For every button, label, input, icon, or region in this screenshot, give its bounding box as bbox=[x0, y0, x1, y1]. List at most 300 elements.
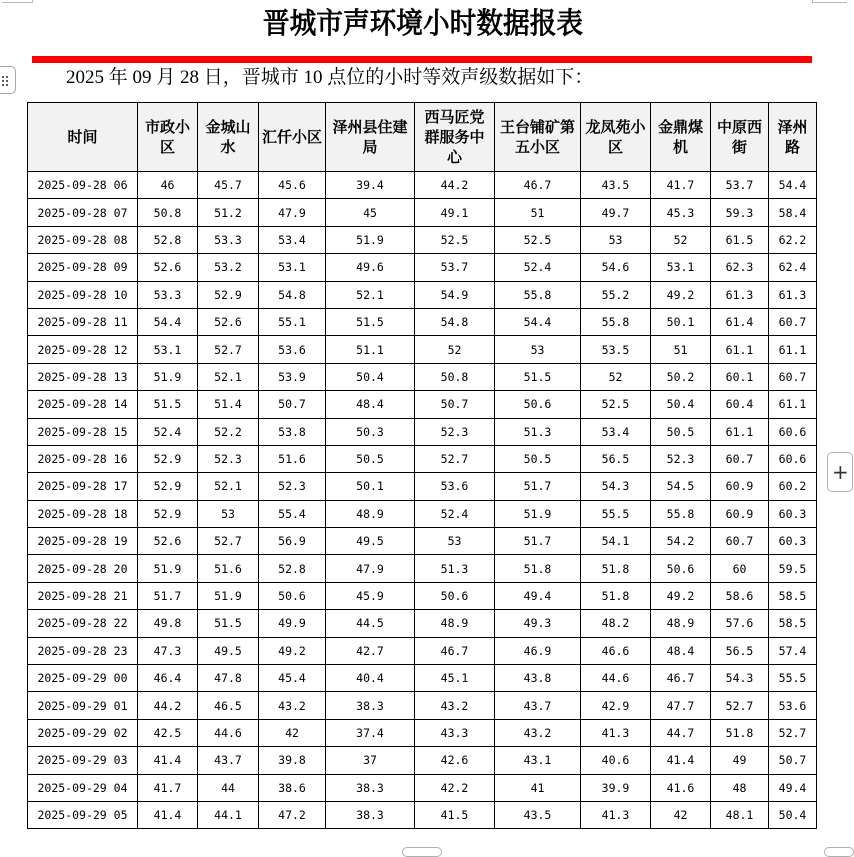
time-cell: 2025-09-28 12 bbox=[28, 336, 138, 363]
value-cell: 55.5 bbox=[769, 665, 817, 692]
value-cell: 41.3 bbox=[581, 719, 651, 746]
value-cell: 52.1 bbox=[326, 281, 415, 308]
value-cell: 54.8 bbox=[259, 281, 326, 308]
value-cell: 44.1 bbox=[198, 801, 259, 828]
time-cell: 2025-09-28 07 bbox=[28, 199, 138, 226]
table-row bbox=[28, 665, 817, 692]
value-cell: 61.3 bbox=[769, 281, 817, 308]
value-cell: 59.5 bbox=[769, 555, 817, 582]
value-cell: 39.4 bbox=[326, 172, 415, 199]
value-cell: 43.2 bbox=[259, 692, 326, 719]
block-drag-handle[interactable] bbox=[0, 66, 16, 94]
value-cell: 52.1 bbox=[198, 473, 259, 500]
value-cell: 57.4 bbox=[769, 637, 817, 664]
red-divider-rule bbox=[32, 56, 812, 63]
value-cell: 50.6 bbox=[651, 555, 711, 582]
value-cell: 52.1 bbox=[198, 363, 259, 390]
value-cell: 44.2 bbox=[138, 692, 198, 719]
value-cell: 41.6 bbox=[651, 774, 711, 801]
value-cell: 58.4 bbox=[769, 199, 817, 226]
value-cell: 52.8 bbox=[138, 226, 198, 253]
value-cell: 53.1 bbox=[651, 254, 711, 281]
value-cell: 61.1 bbox=[711, 336, 769, 363]
value-cell: 54.3 bbox=[711, 665, 769, 692]
table-row bbox=[28, 226, 817, 253]
value-cell: 60.4 bbox=[711, 391, 769, 418]
value-cell: 48.9 bbox=[415, 610, 495, 637]
value-cell: 55.8 bbox=[581, 308, 651, 335]
value-cell: 51.7 bbox=[138, 582, 198, 609]
value-cell: 54.4 bbox=[769, 172, 817, 199]
value-cell: 55.8 bbox=[651, 500, 711, 527]
value-cell: 42.6 bbox=[415, 747, 495, 774]
value-cell: 50.4 bbox=[769, 801, 817, 828]
value-cell: 42 bbox=[259, 719, 326, 746]
table-row bbox=[28, 528, 817, 555]
crop-mark-top-left bbox=[2, 0, 33, 3]
time-cell: 2025-09-29 03 bbox=[28, 747, 138, 774]
value-cell: 60.9 bbox=[711, 473, 769, 500]
value-cell: 54.3 bbox=[581, 473, 651, 500]
time-cell: 2025-09-28 09 bbox=[28, 254, 138, 281]
value-cell: 53.7 bbox=[415, 254, 495, 281]
value-cell: 52.7 bbox=[769, 719, 817, 746]
value-cell: 51.3 bbox=[495, 418, 581, 445]
value-cell: 52.7 bbox=[198, 336, 259, 363]
value-cell: 53.8 bbox=[259, 418, 326, 445]
value-cell: 56.9 bbox=[259, 528, 326, 555]
value-cell: 52 bbox=[651, 226, 711, 253]
value-cell: 37 bbox=[326, 747, 415, 774]
value-cell: 51.5 bbox=[326, 308, 415, 335]
value-cell: 52.9 bbox=[138, 445, 198, 472]
value-cell: 61.1 bbox=[769, 391, 817, 418]
value-cell: 43.2 bbox=[495, 719, 581, 746]
value-cell: 53.9 bbox=[259, 363, 326, 390]
table-row bbox=[28, 308, 817, 335]
value-cell: 54.5 bbox=[651, 473, 711, 500]
value-cell: 45 bbox=[326, 199, 415, 226]
value-cell: 48.9 bbox=[651, 610, 711, 637]
value-cell: 54.8 bbox=[415, 308, 495, 335]
column-header-site: 市政小区 bbox=[138, 103, 198, 172]
table-header-row bbox=[28, 103, 817, 172]
value-cell: 38.3 bbox=[326, 692, 415, 719]
value-cell: 49.8 bbox=[138, 610, 198, 637]
time-cell: 2025-09-28 19 bbox=[28, 528, 138, 555]
value-cell: 47.8 bbox=[198, 665, 259, 692]
value-cell: 51 bbox=[495, 199, 581, 226]
column-header-site: 汇仟小区 bbox=[259, 103, 326, 172]
value-cell: 51.8 bbox=[581, 555, 651, 582]
value-cell: 52.6 bbox=[138, 254, 198, 281]
document-title: 晋城市声环境小时数据报表 bbox=[262, 6, 584, 40]
value-cell: 49.4 bbox=[769, 774, 817, 801]
value-cell: 41.4 bbox=[138, 747, 198, 774]
value-cell: 56.5 bbox=[711, 637, 769, 664]
add-row-handle[interactable] bbox=[402, 847, 442, 857]
value-cell: 53 bbox=[198, 500, 259, 527]
value-cell: 53.4 bbox=[581, 418, 651, 445]
value-cell: 55.5 bbox=[581, 500, 651, 527]
value-cell: 49.5 bbox=[326, 528, 415, 555]
value-cell: 54.4 bbox=[138, 308, 198, 335]
value-cell: 62.4 bbox=[769, 254, 817, 281]
value-cell: 51.3 bbox=[415, 555, 495, 582]
value-cell: 47.9 bbox=[259, 199, 326, 226]
value-cell: 48.1 bbox=[711, 801, 769, 828]
value-cell: 51.5 bbox=[495, 363, 581, 390]
value-cell: 52.4 bbox=[415, 500, 495, 527]
value-cell: 43.5 bbox=[581, 172, 651, 199]
table-row bbox=[28, 418, 817, 445]
value-cell: 52.7 bbox=[198, 528, 259, 555]
value-cell: 52.9 bbox=[138, 500, 198, 527]
value-cell: 43.7 bbox=[198, 747, 259, 774]
value-cell: 55.8 bbox=[495, 281, 581, 308]
value-cell: 46.9 bbox=[495, 637, 581, 664]
value-cell: 53.7 bbox=[711, 172, 769, 199]
value-cell: 45.6 bbox=[259, 172, 326, 199]
value-cell: 54.4 bbox=[495, 308, 581, 335]
value-cell: 52.7 bbox=[711, 692, 769, 719]
table-row bbox=[28, 473, 817, 500]
value-cell: 60.1 bbox=[711, 363, 769, 390]
value-cell: 51.7 bbox=[495, 528, 581, 555]
table-row bbox=[28, 692, 817, 719]
value-cell: 57.6 bbox=[711, 610, 769, 637]
value-cell: 42.2 bbox=[415, 774, 495, 801]
value-cell: 41.7 bbox=[138, 774, 198, 801]
column-header-site: 泽州县住建局 bbox=[326, 103, 415, 172]
value-cell: 38.3 bbox=[326, 774, 415, 801]
value-cell: 59.3 bbox=[711, 199, 769, 226]
value-cell: 43.7 bbox=[495, 692, 581, 719]
table-row bbox=[28, 637, 817, 664]
value-cell: 51.5 bbox=[198, 610, 259, 637]
value-cell: 43.1 bbox=[495, 747, 581, 774]
time-cell: 2025-09-28 16 bbox=[28, 445, 138, 472]
value-cell: 53 bbox=[415, 528, 495, 555]
value-cell: 52 bbox=[415, 336, 495, 363]
table-row bbox=[28, 254, 817, 281]
value-cell: 46.4 bbox=[138, 665, 198, 692]
table-row bbox=[28, 719, 817, 746]
value-cell: 46.7 bbox=[495, 172, 581, 199]
value-cell: 50.7 bbox=[415, 391, 495, 418]
value-cell: 52.9 bbox=[198, 281, 259, 308]
value-cell: 49.2 bbox=[651, 281, 711, 308]
time-cell: 2025-09-28 17 bbox=[28, 473, 138, 500]
value-cell: 46.5 bbox=[198, 692, 259, 719]
value-cell: 47.7 bbox=[651, 692, 711, 719]
add-column-button[interactable] bbox=[827, 452, 853, 492]
column-header-site: 西马匠党群服务中心 bbox=[415, 103, 495, 172]
value-cell: 58.6 bbox=[711, 582, 769, 609]
value-cell: 60.7 bbox=[769, 308, 817, 335]
value-cell: 52.8 bbox=[259, 555, 326, 582]
value-cell: 53.5 bbox=[581, 336, 651, 363]
value-cell: 55.1 bbox=[259, 308, 326, 335]
value-cell: 42.5 bbox=[138, 719, 198, 746]
value-cell: 48.4 bbox=[326, 391, 415, 418]
resize-handle[interactable] bbox=[824, 847, 854, 857]
time-cell: 2025-09-28 06 bbox=[28, 172, 138, 199]
table-row bbox=[28, 801, 817, 828]
value-cell: 47.2 bbox=[259, 801, 326, 828]
value-cell: 50.4 bbox=[326, 363, 415, 390]
value-cell: 51.5 bbox=[138, 391, 198, 418]
time-cell: 2025-09-28 08 bbox=[28, 226, 138, 253]
value-cell: 50.6 bbox=[415, 582, 495, 609]
value-cell: 42.9 bbox=[581, 692, 651, 719]
value-cell: 43.2 bbox=[415, 692, 495, 719]
column-header-time: 时间 bbox=[28, 103, 138, 172]
value-cell: 50.8 bbox=[138, 199, 198, 226]
value-cell: 39.9 bbox=[581, 774, 651, 801]
value-cell: 43.8 bbox=[495, 665, 581, 692]
time-cell: 2025-09-28 11 bbox=[28, 308, 138, 335]
value-cell: 60.7 bbox=[711, 445, 769, 472]
value-cell: 52.9 bbox=[138, 473, 198, 500]
time-cell: 2025-09-29 02 bbox=[28, 719, 138, 746]
time-cell: 2025-09-29 05 bbox=[28, 801, 138, 828]
value-cell: 50.3 bbox=[326, 418, 415, 445]
value-cell: 51.4 bbox=[198, 391, 259, 418]
table-row bbox=[28, 610, 817, 637]
value-cell: 47.9 bbox=[326, 555, 415, 582]
value-cell: 50.7 bbox=[259, 391, 326, 418]
column-header-site: 王台铺矿第五小区 bbox=[495, 103, 581, 172]
value-cell: 41.7 bbox=[651, 172, 711, 199]
table-body bbox=[28, 172, 817, 829]
value-cell: 51.8 bbox=[495, 555, 581, 582]
value-cell: 54.1 bbox=[581, 528, 651, 555]
value-cell: 51.9 bbox=[138, 363, 198, 390]
value-cell: 48 bbox=[711, 774, 769, 801]
value-cell: 40.4 bbox=[326, 665, 415, 692]
value-cell: 50.1 bbox=[651, 308, 711, 335]
value-cell: 60.6 bbox=[769, 445, 817, 472]
value-cell: 54.6 bbox=[581, 254, 651, 281]
table-row bbox=[28, 199, 817, 226]
value-cell: 50.6 bbox=[495, 391, 581, 418]
value-cell: 60.7 bbox=[769, 363, 817, 390]
table-row bbox=[28, 747, 817, 774]
value-cell: 41.3 bbox=[581, 801, 651, 828]
table-row bbox=[28, 172, 817, 199]
column-header-site: 金鼎煤机 bbox=[651, 103, 711, 172]
value-cell: 50.6 bbox=[259, 582, 326, 609]
time-cell: 2025-09-29 04 bbox=[28, 774, 138, 801]
table-row bbox=[28, 391, 817, 418]
time-cell: 2025-09-28 10 bbox=[28, 281, 138, 308]
value-cell: 41 bbox=[495, 774, 581, 801]
table-row bbox=[28, 774, 817, 801]
value-cell: 51.7 bbox=[495, 473, 581, 500]
value-cell: 45.4 bbox=[259, 665, 326, 692]
value-cell: 44.6 bbox=[581, 665, 651, 692]
column-header-site: 中原西街 bbox=[711, 103, 769, 172]
value-cell: 50.2 bbox=[651, 363, 711, 390]
value-cell: 44.5 bbox=[326, 610, 415, 637]
value-cell: 41.5 bbox=[415, 801, 495, 828]
drag-dots-icon bbox=[1, 75, 9, 87]
value-cell: 52.5 bbox=[495, 226, 581, 253]
value-cell: 60.6 bbox=[769, 418, 817, 445]
value-cell: 53.1 bbox=[259, 254, 326, 281]
value-cell: 49.7 bbox=[581, 199, 651, 226]
table-row bbox=[28, 336, 817, 363]
time-cell: 2025-09-28 15 bbox=[28, 418, 138, 445]
table-row bbox=[28, 445, 817, 472]
value-cell: 50.4 bbox=[651, 391, 711, 418]
value-cell: 52.6 bbox=[138, 528, 198, 555]
value-cell: 52.2 bbox=[198, 418, 259, 445]
value-cell: 51.9 bbox=[326, 226, 415, 253]
value-cell: 53.6 bbox=[769, 692, 817, 719]
value-cell: 43.5 bbox=[495, 801, 581, 828]
value-cell: 50.5 bbox=[651, 418, 711, 445]
value-cell: 50.5 bbox=[326, 445, 415, 472]
value-cell: 53 bbox=[581, 226, 651, 253]
value-cell: 49.2 bbox=[259, 637, 326, 664]
value-cell: 62.3 bbox=[711, 254, 769, 281]
time-cell: 2025-09-28 23 bbox=[28, 637, 138, 664]
table-row bbox=[28, 363, 817, 390]
value-cell: 60.3 bbox=[769, 528, 817, 555]
value-cell: 54.9 bbox=[415, 281, 495, 308]
value-cell: 41.4 bbox=[651, 747, 711, 774]
value-cell: 42 bbox=[651, 801, 711, 828]
value-cell: 61.1 bbox=[711, 418, 769, 445]
value-cell: 53.2 bbox=[198, 254, 259, 281]
value-cell: 53.6 bbox=[415, 473, 495, 500]
value-cell: 51 bbox=[651, 336, 711, 363]
value-cell: 61.3 bbox=[711, 281, 769, 308]
value-cell: 53.3 bbox=[138, 281, 198, 308]
table-row bbox=[28, 555, 817, 582]
value-cell: 48.2 bbox=[581, 610, 651, 637]
value-cell: 61.5 bbox=[711, 226, 769, 253]
value-cell: 52.4 bbox=[495, 254, 581, 281]
value-cell: 49.4 bbox=[495, 582, 581, 609]
table-row bbox=[28, 281, 817, 308]
value-cell: 51.2 bbox=[198, 199, 259, 226]
value-cell: 52.3 bbox=[651, 445, 711, 472]
value-cell: 53.3 bbox=[198, 226, 259, 253]
value-cell: 49 bbox=[711, 747, 769, 774]
column-header-site: 金城山水 bbox=[198, 103, 259, 172]
value-cell: 45.9 bbox=[326, 582, 415, 609]
time-cell: 2025-09-29 01 bbox=[28, 692, 138, 719]
value-cell: 49.9 bbox=[259, 610, 326, 637]
intro-paragraph: 2025 年 09 月 28 日，晋城市 10 点位的小时等效声级数据如下： bbox=[66, 67, 594, 88]
value-cell: 49.6 bbox=[326, 254, 415, 281]
value-cell: 51.6 bbox=[198, 555, 259, 582]
value-cell: 44 bbox=[198, 774, 259, 801]
table-row bbox=[28, 500, 817, 527]
value-cell: 60.3 bbox=[769, 500, 817, 527]
value-cell: 42.7 bbox=[326, 637, 415, 664]
time-cell: 2025-09-28 22 bbox=[28, 610, 138, 637]
value-cell: 38.3 bbox=[326, 801, 415, 828]
value-cell: 53.4 bbox=[259, 226, 326, 253]
time-cell: 2025-09-28 21 bbox=[28, 582, 138, 609]
time-cell: 2025-09-28 13 bbox=[28, 363, 138, 390]
value-cell: 48.4 bbox=[651, 637, 711, 664]
value-cell: 51.9 bbox=[138, 555, 198, 582]
value-cell: 48.9 bbox=[326, 500, 415, 527]
value-cell: 60 bbox=[711, 555, 769, 582]
time-cell: 2025-09-28 18 bbox=[28, 500, 138, 527]
value-cell: 45.1 bbox=[415, 665, 495, 692]
value-cell: 51.1 bbox=[326, 336, 415, 363]
value-cell: 55.4 bbox=[259, 500, 326, 527]
value-cell: 54.2 bbox=[651, 528, 711, 555]
value-cell: 52.6 bbox=[198, 308, 259, 335]
column-header-site: 龙凤苑小区 bbox=[581, 103, 651, 172]
value-cell: 50.5 bbox=[495, 445, 581, 472]
column-header-site: 泽州路 bbox=[769, 103, 817, 172]
value-cell: 49.3 bbox=[495, 610, 581, 637]
value-cell: 53.6 bbox=[259, 336, 326, 363]
value-cell: 46.7 bbox=[415, 637, 495, 664]
value-cell: 49.2 bbox=[651, 582, 711, 609]
time-cell: 2025-09-28 20 bbox=[28, 555, 138, 582]
value-cell: 43.3 bbox=[415, 719, 495, 746]
value-cell: 51.9 bbox=[495, 500, 581, 527]
value-cell: 56.5 bbox=[581, 445, 651, 472]
value-cell: 50.7 bbox=[769, 747, 817, 774]
value-cell: 60.9 bbox=[711, 500, 769, 527]
value-cell: 52.3 bbox=[415, 418, 495, 445]
value-cell: 45.3 bbox=[651, 199, 711, 226]
value-cell: 55.2 bbox=[581, 281, 651, 308]
value-cell: 46.7 bbox=[651, 665, 711, 692]
time-cell: 2025-09-29 00 bbox=[28, 665, 138, 692]
value-cell: 53 bbox=[495, 336, 581, 363]
value-cell: 40.6 bbox=[581, 747, 651, 774]
value-cell: 61.4 bbox=[711, 308, 769, 335]
value-cell: 51.8 bbox=[581, 582, 651, 609]
value-cell: 52.5 bbox=[581, 391, 651, 418]
value-cell: 60.2 bbox=[769, 473, 817, 500]
value-cell: 52.7 bbox=[415, 445, 495, 472]
value-cell: 44.7 bbox=[651, 719, 711, 746]
crop-mark-top-right bbox=[812, 0, 847, 3]
value-cell: 51.8 bbox=[711, 719, 769, 746]
noise-data-table bbox=[27, 102, 817, 829]
value-cell: 46 bbox=[138, 172, 198, 199]
value-cell: 38.6 bbox=[259, 774, 326, 801]
value-cell: 44.2 bbox=[415, 172, 495, 199]
value-cell: 61.1 bbox=[769, 336, 817, 363]
value-cell: 49.5 bbox=[198, 637, 259, 664]
value-cell: 53.1 bbox=[138, 336, 198, 363]
value-cell: 44.6 bbox=[198, 719, 259, 746]
value-cell: 50.8 bbox=[415, 363, 495, 390]
value-cell: 52.3 bbox=[198, 445, 259, 472]
value-cell: 52 bbox=[581, 363, 651, 390]
value-cell: 37.4 bbox=[326, 719, 415, 746]
value-cell: 45.7 bbox=[198, 172, 259, 199]
value-cell: 58.5 bbox=[769, 610, 817, 637]
value-cell: 51.9 bbox=[198, 582, 259, 609]
value-cell: 51.6 bbox=[259, 445, 326, 472]
value-cell: 52.3 bbox=[259, 473, 326, 500]
value-cell: 60.7 bbox=[711, 528, 769, 555]
